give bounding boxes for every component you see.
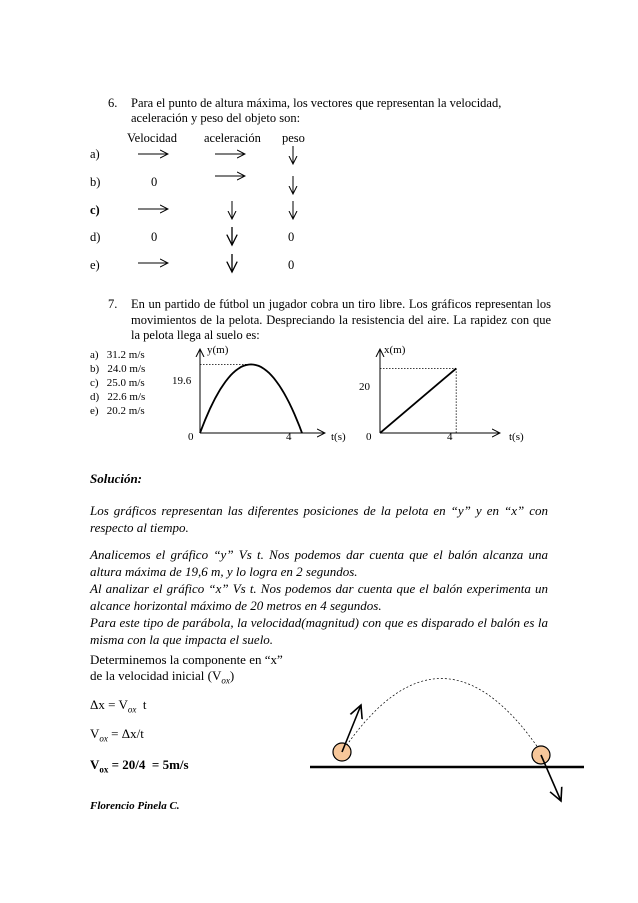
q6-header-velocidad: Velocidad xyxy=(127,131,177,145)
launch-velocity-arrow xyxy=(342,705,361,752)
y-max-tick-label: 19.6 xyxy=(172,375,192,387)
q6-option-label: d) xyxy=(90,230,101,244)
q7-option: e) 20.2 m/s xyxy=(90,405,145,417)
impact-velocity-arrow xyxy=(541,755,561,801)
q6-b-velocidad-zero: 0 xyxy=(151,175,158,189)
q7-option: b) 24.0 m/s xyxy=(90,363,146,375)
solution-heading: Solución: xyxy=(90,471,143,486)
q6-d-velocidad-zero: 0 xyxy=(151,230,158,244)
x-end-tick-label: 4 xyxy=(286,431,292,443)
q6-header-aceleracion: aceleración xyxy=(204,131,261,145)
q6-option-label: e) xyxy=(90,258,100,272)
y-axis-label: y(m) xyxy=(207,344,229,356)
q6-header-peso: peso xyxy=(282,131,305,145)
equation-1: $\Delta x = V_{ox}$ t xyxy=(90,697,147,715)
q7-text: En un partido de fútbol un jugador cobra un tiro libre. Los gráficos representan los movimientos de la pelota. Despreciando la resistencia del aire. La rapidez con que la pelota llega al suelo es: xyxy=(131,297,551,342)
q7-option: c) 25.0 m/s xyxy=(90,377,145,389)
y-axis-label: x(m) xyxy=(384,344,406,356)
solution-paragraph-1: Los gráficos representan las diferentes posiciones de la pelota en “y” y en “x” con respecto al tiempo. xyxy=(90,503,548,535)
equation-3-result: $V_{ox} = 20/4 = 5m/s$ xyxy=(90,757,189,775)
q6-option-label: a) xyxy=(90,147,100,161)
dashed-trajectory xyxy=(342,679,541,753)
q6-number: 6. xyxy=(108,96,118,110)
equation-2: $V_{ox} = \Delta x/t$ xyxy=(90,726,144,744)
x-end-tick-label: 4 xyxy=(447,431,453,443)
q6-option-label: b) xyxy=(90,175,101,189)
q7-option: a) 31.2 m/s xyxy=(90,349,145,361)
q7-number: 7. xyxy=(108,297,118,311)
calc-intro-line2: de la velocidad inicial $(V_{ox})$ xyxy=(90,668,235,686)
q7-option: d) 22.6 m/s xyxy=(90,391,146,403)
y-max-tick-label: 20 xyxy=(359,381,370,393)
x-axis-label: t(s) xyxy=(509,431,524,443)
origin-tick-label: 0 xyxy=(188,431,194,443)
q6-e-peso-zero: 0 xyxy=(288,258,295,272)
origin-tick-label: 0 xyxy=(366,431,372,443)
solution-paragraph-3: Al analizar el gráfico “x” Vs t. Nos podemos dar cuenta que el balón experimenta un alcance horizontal máximo de 20 metros en 4 segundos. xyxy=(90,581,548,613)
q6-text: Para el punto de altura máxima, los vectores que representan la velocidad, aceleración y peso del objeto son: xyxy=(131,96,502,125)
calc-intro-line1: Determinemos la componente en “x” xyxy=(90,652,283,667)
x-axis-label: t(s) xyxy=(331,431,346,443)
footer-author: Florencio Pinela C. xyxy=(90,800,180,812)
q6-d-peso-zero: 0 xyxy=(288,230,295,244)
solution-paragraph-2: Analicemos el gráfico “y” Vs t. Nos podemos dar cuenta que el balón alcanza una altura máxima de 19,6 m, y lo logra en 2 segundos. xyxy=(90,547,548,579)
q6-option-label: c) xyxy=(90,203,100,217)
solution-paragraph-4: Para este tipo de parábola, la velocidad(magnitud) con que es disparado el balón es la misma con la que impacta el suelo. xyxy=(90,615,548,647)
